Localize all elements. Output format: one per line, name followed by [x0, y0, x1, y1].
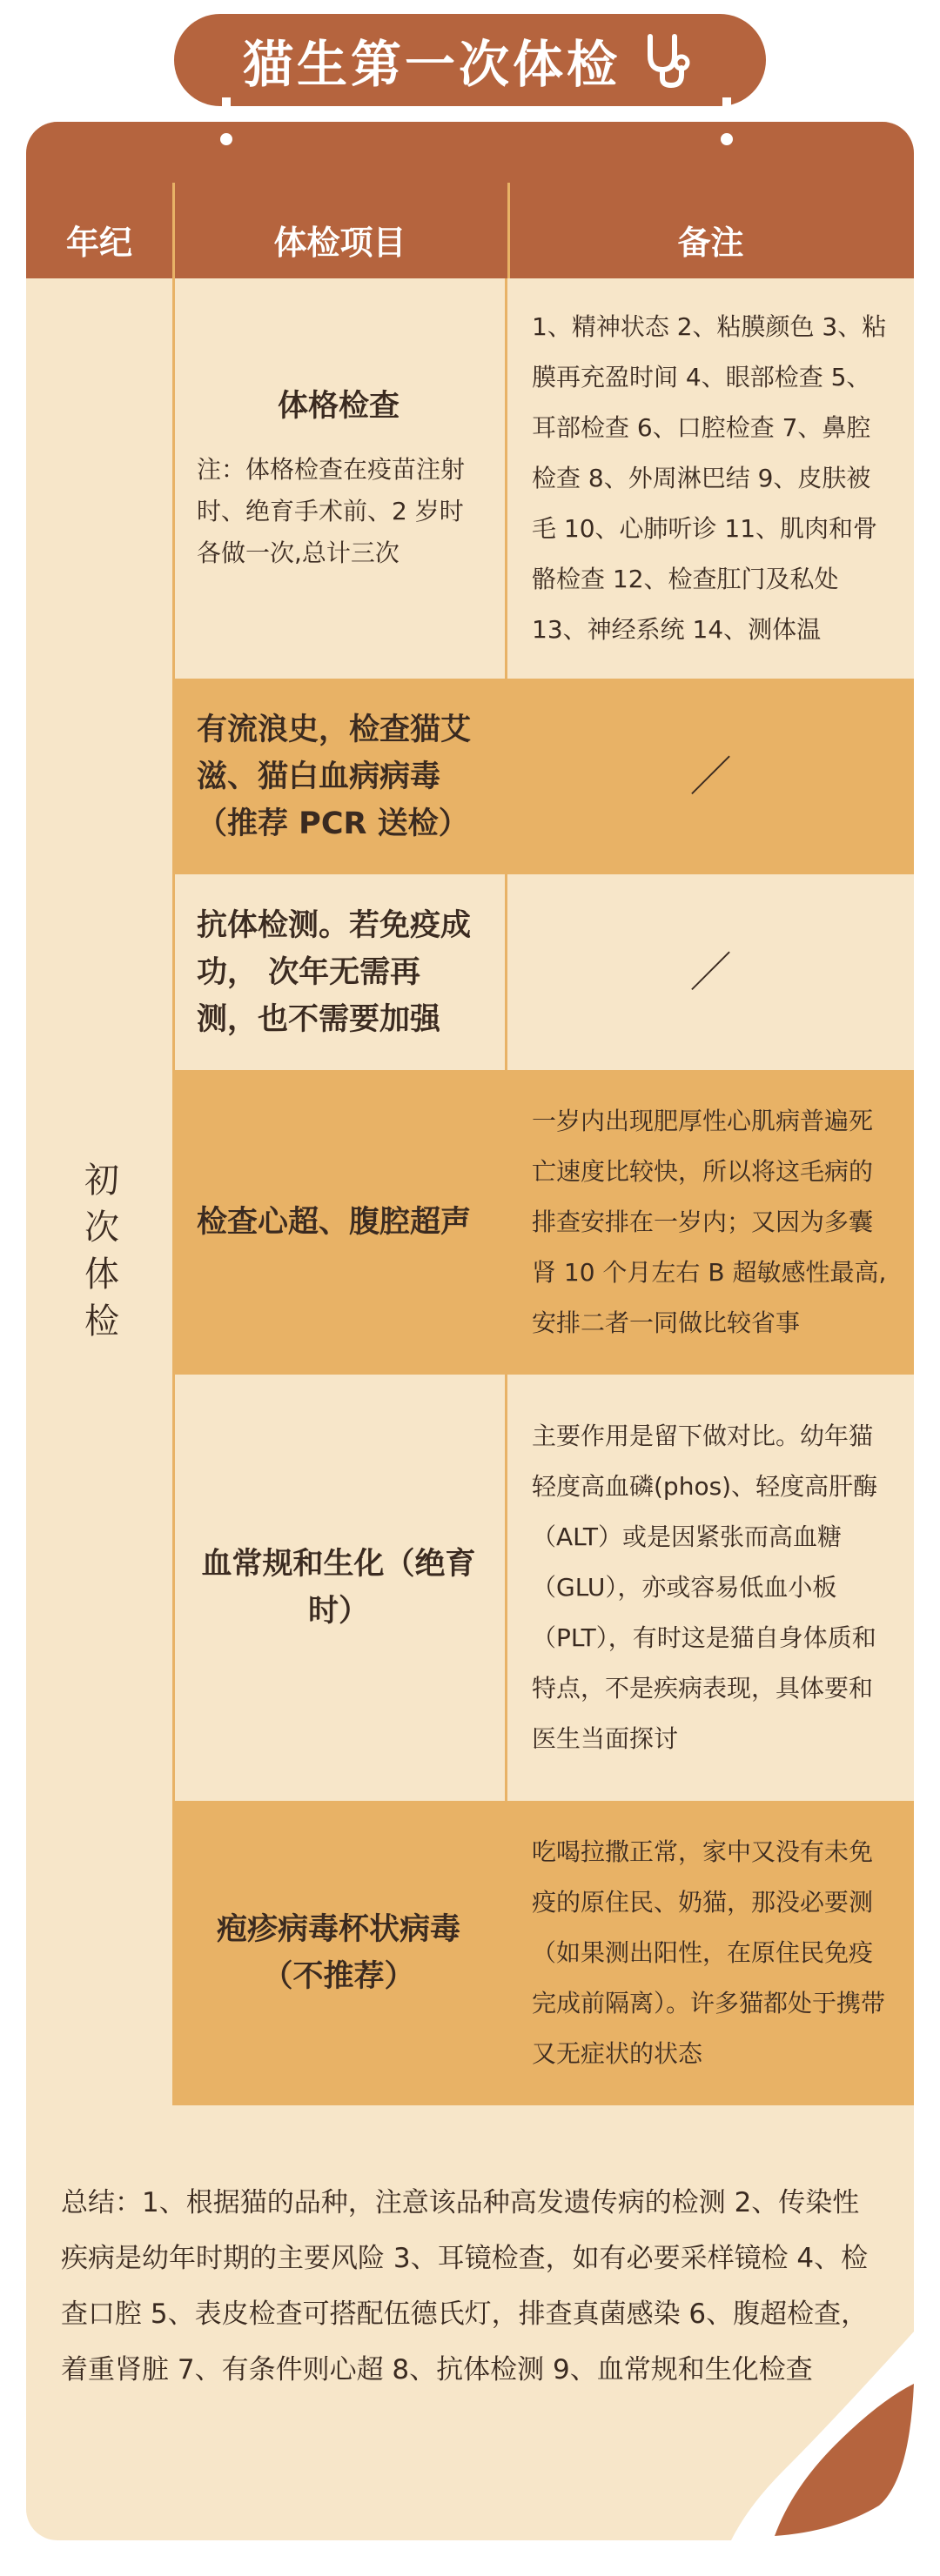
item-title: 抗体检测。若免疫成功， 次年无需再测，也不需要加强 — [197, 907, 472, 1037]
header-divider — [172, 183, 175, 278]
note-cell: 主要作用是留下做对比。幼年猫轻度高血磷(phos)、轻度高肝酶（ALT）或是因紧张而高血糖（GLU），亦或容易低血小板（PLT），有时这是猫自身体质和特点，不是疾病表现，具体要和医生当面探讨 — [532, 1422, 878, 1753]
age-divider — [172, 278, 175, 2105]
table-row — [172, 679, 914, 874]
header-divider — [507, 183, 510, 278]
item-title: 体格检查 — [277, 389, 400, 424]
stethoscope-icon — [636, 30, 697, 90]
item-cell — [172, 1801, 505, 2105]
page-title: 猫生第一次体检 — [242, 35, 621, 94]
item-cell — [172, 874, 505, 1070]
header-note: 备注 — [677, 223, 744, 262]
table-row — [172, 1801, 914, 2105]
table-row — [172, 1375, 914, 1801]
age-cell — [26, 278, 172, 2232]
summary-text: 总结：1、根据猫的品种，注意该品种高发遗传病的检测 2、传染性疾病是幼年时期的主要风险 3、耳镜检查，如有必要采样镜检 4、检查口腔 5、表皮检查可搭配伍德氏灯，排查真菌感染 6、腹超检查，着重肾脏 7、有条件则心超 8、抗体检测 9、血常规和生化检查 — [61, 2187, 869, 2385]
page-curl-decoration — [731, 2332, 914, 2540]
item-title: 血常规和生化（绝育时） — [201, 1547, 476, 1629]
table-row — [172, 1070, 914, 1375]
banner-ring-left — [214, 127, 238, 151]
item-title: 检查心超、腹腔超声 — [197, 1205, 472, 1240]
header-age: 年纪 — [65, 223, 132, 262]
item-title: 疱疹病毒杯状病毒（不推荐） — [216, 1912, 460, 1994]
note-cell: 一岁内出现肥厚性心肌病普遍死亡速度比较快，所以将这毛病的排查安排在一岁内；又因为多囊肾 10 个月左右 B 超敏感性最高,安排二者一同做比较省事 — [532, 1107, 887, 1337]
banner-ring-right — [715, 127, 739, 151]
note-cell: ／ — [689, 752, 732, 801]
item-cell — [172, 679, 505, 874]
item-cell — [172, 1070, 505, 1375]
note-cell: ／ — [689, 947, 732, 997]
item-note: 注：体格检查在疫苗注射时、绝育手术前、2 岁时各做一次,总计三次 — [197, 455, 466, 567]
table-row — [172, 874, 914, 1070]
header-item: 体检项目 — [273, 223, 406, 262]
table-header — [26, 122, 914, 278]
note-cell: 1、精神状态 2、粘膜颜色 3、粘膜再充盈时间 4、眼部检查 5、耳部检查 6、口腔检查 7、鼻腔检查 8、外周淋巴结 9、皮肤被毛 10、心肺听诊 11、肌肉和骨骼检查 12、检查肛门及私处 13、神经系统 14、测体温 — [532, 312, 887, 644]
table-row — [172, 278, 914, 679]
table-card — [26, 122, 914, 2540]
item-title: 有流浪史，检查猫艾滋、猫白血病病毒（推荐 PCR 送检） — [197, 712, 472, 841]
note-cell: 吃喝拉撒正常，家中又没有未免疫的原住民、奶猫，那没必要测（如果测出阳性，在原住民免疫完成前隔离）。许多猫都处于携带又无症状的状态 — [532, 1837, 886, 2068]
title-banner — [174, 14, 766, 106]
item-cell — [172, 278, 505, 679]
item-cell — [172, 1375, 505, 1801]
age-label: 初次体检 — [78, 1161, 119, 1349]
